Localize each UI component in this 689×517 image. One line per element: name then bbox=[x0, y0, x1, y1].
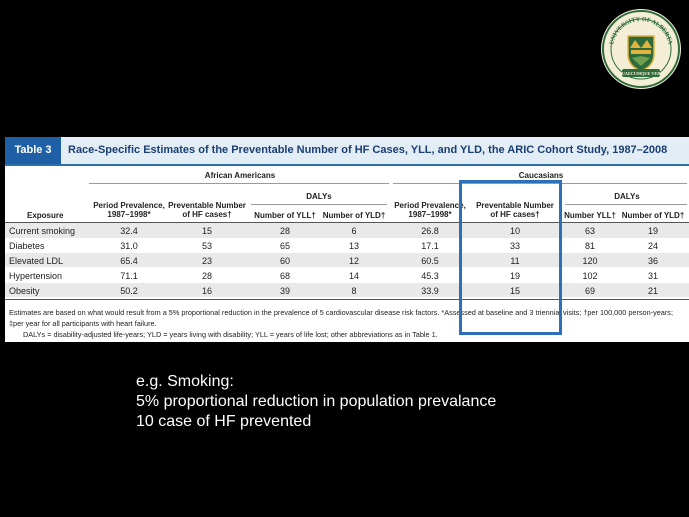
cell: 19 bbox=[647, 226, 658, 236]
cell: 120 bbox=[582, 256, 598, 266]
divider-aa bbox=[89, 183, 389, 184]
cell: 15 bbox=[509, 286, 520, 296]
cell: 65.4 bbox=[120, 256, 138, 266]
results-table bbox=[5, 137, 689, 342]
group-header-caucasians: Caucasians bbox=[518, 171, 564, 180]
note-line-2: 5% proportional reduction in population prevalance bbox=[136, 393, 497, 410]
row-label: Obesity bbox=[9, 286, 40, 296]
row-label: Elevated LDL bbox=[9, 256, 64, 266]
col-header-line: of HF cases† bbox=[182, 210, 232, 219]
note-line-3: 10 case of HF prevented bbox=[136, 413, 312, 430]
cell: 33.9 bbox=[421, 286, 439, 296]
footnote-3: DALYs = disability-adjusted life-years; YLD = years living with disability; YLL = years of life lost; other abbreviations as in Table 1. bbox=[23, 330, 438, 339]
col-header-line: Preventable Number bbox=[476, 201, 554, 210]
cell: 15 bbox=[201, 226, 212, 236]
dalys-header-cauc: DALYs bbox=[614, 192, 640, 201]
cell: 39 bbox=[279, 286, 290, 296]
row-label: Hypertension bbox=[9, 271, 63, 281]
cell: 28 bbox=[279, 226, 290, 236]
col-preventable-aa bbox=[165, 201, 249, 219]
highlight-box bbox=[459, 180, 562, 335]
footnote-1: Estimates are based on what would result from a 5% proportional reduction in the prevalence of 5 cardiovascular disease risk factors. *Assessed at baseline and 3 triennial visits; †per 100,000 person-years; bbox=[9, 308, 673, 317]
divider-dalys-cauc bbox=[565, 204, 687, 205]
col-yll-aa: Number of YLL† bbox=[254, 211, 316, 220]
row-label: Diabetes bbox=[9, 241, 45, 251]
cell: 24 bbox=[647, 241, 658, 251]
cell: 60 bbox=[279, 256, 290, 266]
divider-dalys-aa bbox=[251, 204, 387, 205]
cell: 50.2 bbox=[120, 286, 138, 296]
group-header-african-americans: African Americans bbox=[204, 171, 276, 180]
col-header-line: Period Prevalence, bbox=[93, 201, 165, 210]
cell: 60.5 bbox=[421, 256, 439, 266]
cell: 45.3 bbox=[421, 271, 439, 281]
col-period-prevalence-cauc bbox=[393, 201, 467, 219]
footnote-2: ‡per year for all participants with heart failure. bbox=[9, 319, 157, 328]
col-period-prevalence-aa bbox=[89, 201, 169, 219]
cell: 28 bbox=[201, 271, 212, 281]
col-header-line: 1987–1998* bbox=[107, 210, 151, 219]
cell: 23 bbox=[201, 256, 212, 266]
col-header-line: Period Prevalence, bbox=[394, 201, 466, 210]
cell: 31.0 bbox=[120, 241, 138, 251]
cell: 14 bbox=[348, 271, 359, 281]
cell: 81 bbox=[584, 241, 595, 251]
col-yld-aa: Number of YLD† bbox=[322, 211, 386, 220]
row-label: Current smoking bbox=[9, 226, 76, 236]
cell: 11 bbox=[510, 256, 520, 266]
cell: 10 bbox=[509, 226, 520, 236]
cell: 31 bbox=[647, 271, 658, 281]
table-label: Table 3 bbox=[5, 137, 61, 164]
logo-motto: QUAECUMQUE VERA bbox=[618, 71, 664, 76]
cell: 63 bbox=[584, 226, 595, 236]
table-title: Race-Specific Estimates of the Preventable Number of HF Cases, YLL, and YLD, the ARIC Cohort Study, 1987–2008 bbox=[68, 144, 668, 156]
cell: 26.8 bbox=[421, 226, 439, 236]
col-yld-cauc: Number of YLD† bbox=[621, 211, 685, 220]
col-yll-cauc: Number YLL† bbox=[564, 211, 616, 220]
cell: 8 bbox=[351, 286, 357, 296]
cell: 69 bbox=[584, 286, 595, 296]
cell: 68 bbox=[279, 271, 290, 281]
body-divider bbox=[5, 299, 689, 300]
cell: 16 bbox=[201, 286, 212, 296]
table-title-bar bbox=[5, 137, 689, 166]
university-logo bbox=[600, 8, 682, 90]
col-header-line: Preventable Number bbox=[168, 201, 246, 210]
col-header-line: of HF cases† bbox=[490, 210, 540, 219]
cell: 36 bbox=[647, 256, 658, 266]
col-exposure: Exposure bbox=[27, 211, 64, 220]
cell: 71.1 bbox=[120, 271, 138, 281]
cell: 21 bbox=[647, 286, 658, 296]
note-line-1: e.g. Smoking: bbox=[136, 373, 234, 390]
cell: 53 bbox=[201, 241, 212, 251]
logo-university-text: UNIVERSITY OF ALBERTA bbox=[608, 15, 674, 46]
cell: 19 bbox=[509, 271, 520, 281]
cell: 32.4 bbox=[120, 226, 138, 236]
cell: 17.1 bbox=[421, 241, 439, 251]
cell: 65 bbox=[279, 241, 290, 251]
col-header-line: 1987–1998* bbox=[408, 210, 452, 219]
dalys-header-aa: DALYs bbox=[306, 192, 332, 201]
cell: 102 bbox=[582, 271, 598, 281]
cell: 6 bbox=[351, 226, 357, 236]
cell: 13 bbox=[348, 241, 359, 251]
cell: 33 bbox=[509, 241, 520, 251]
university-crest-icon bbox=[600, 8, 682, 90]
cell: 12 bbox=[348, 256, 359, 266]
